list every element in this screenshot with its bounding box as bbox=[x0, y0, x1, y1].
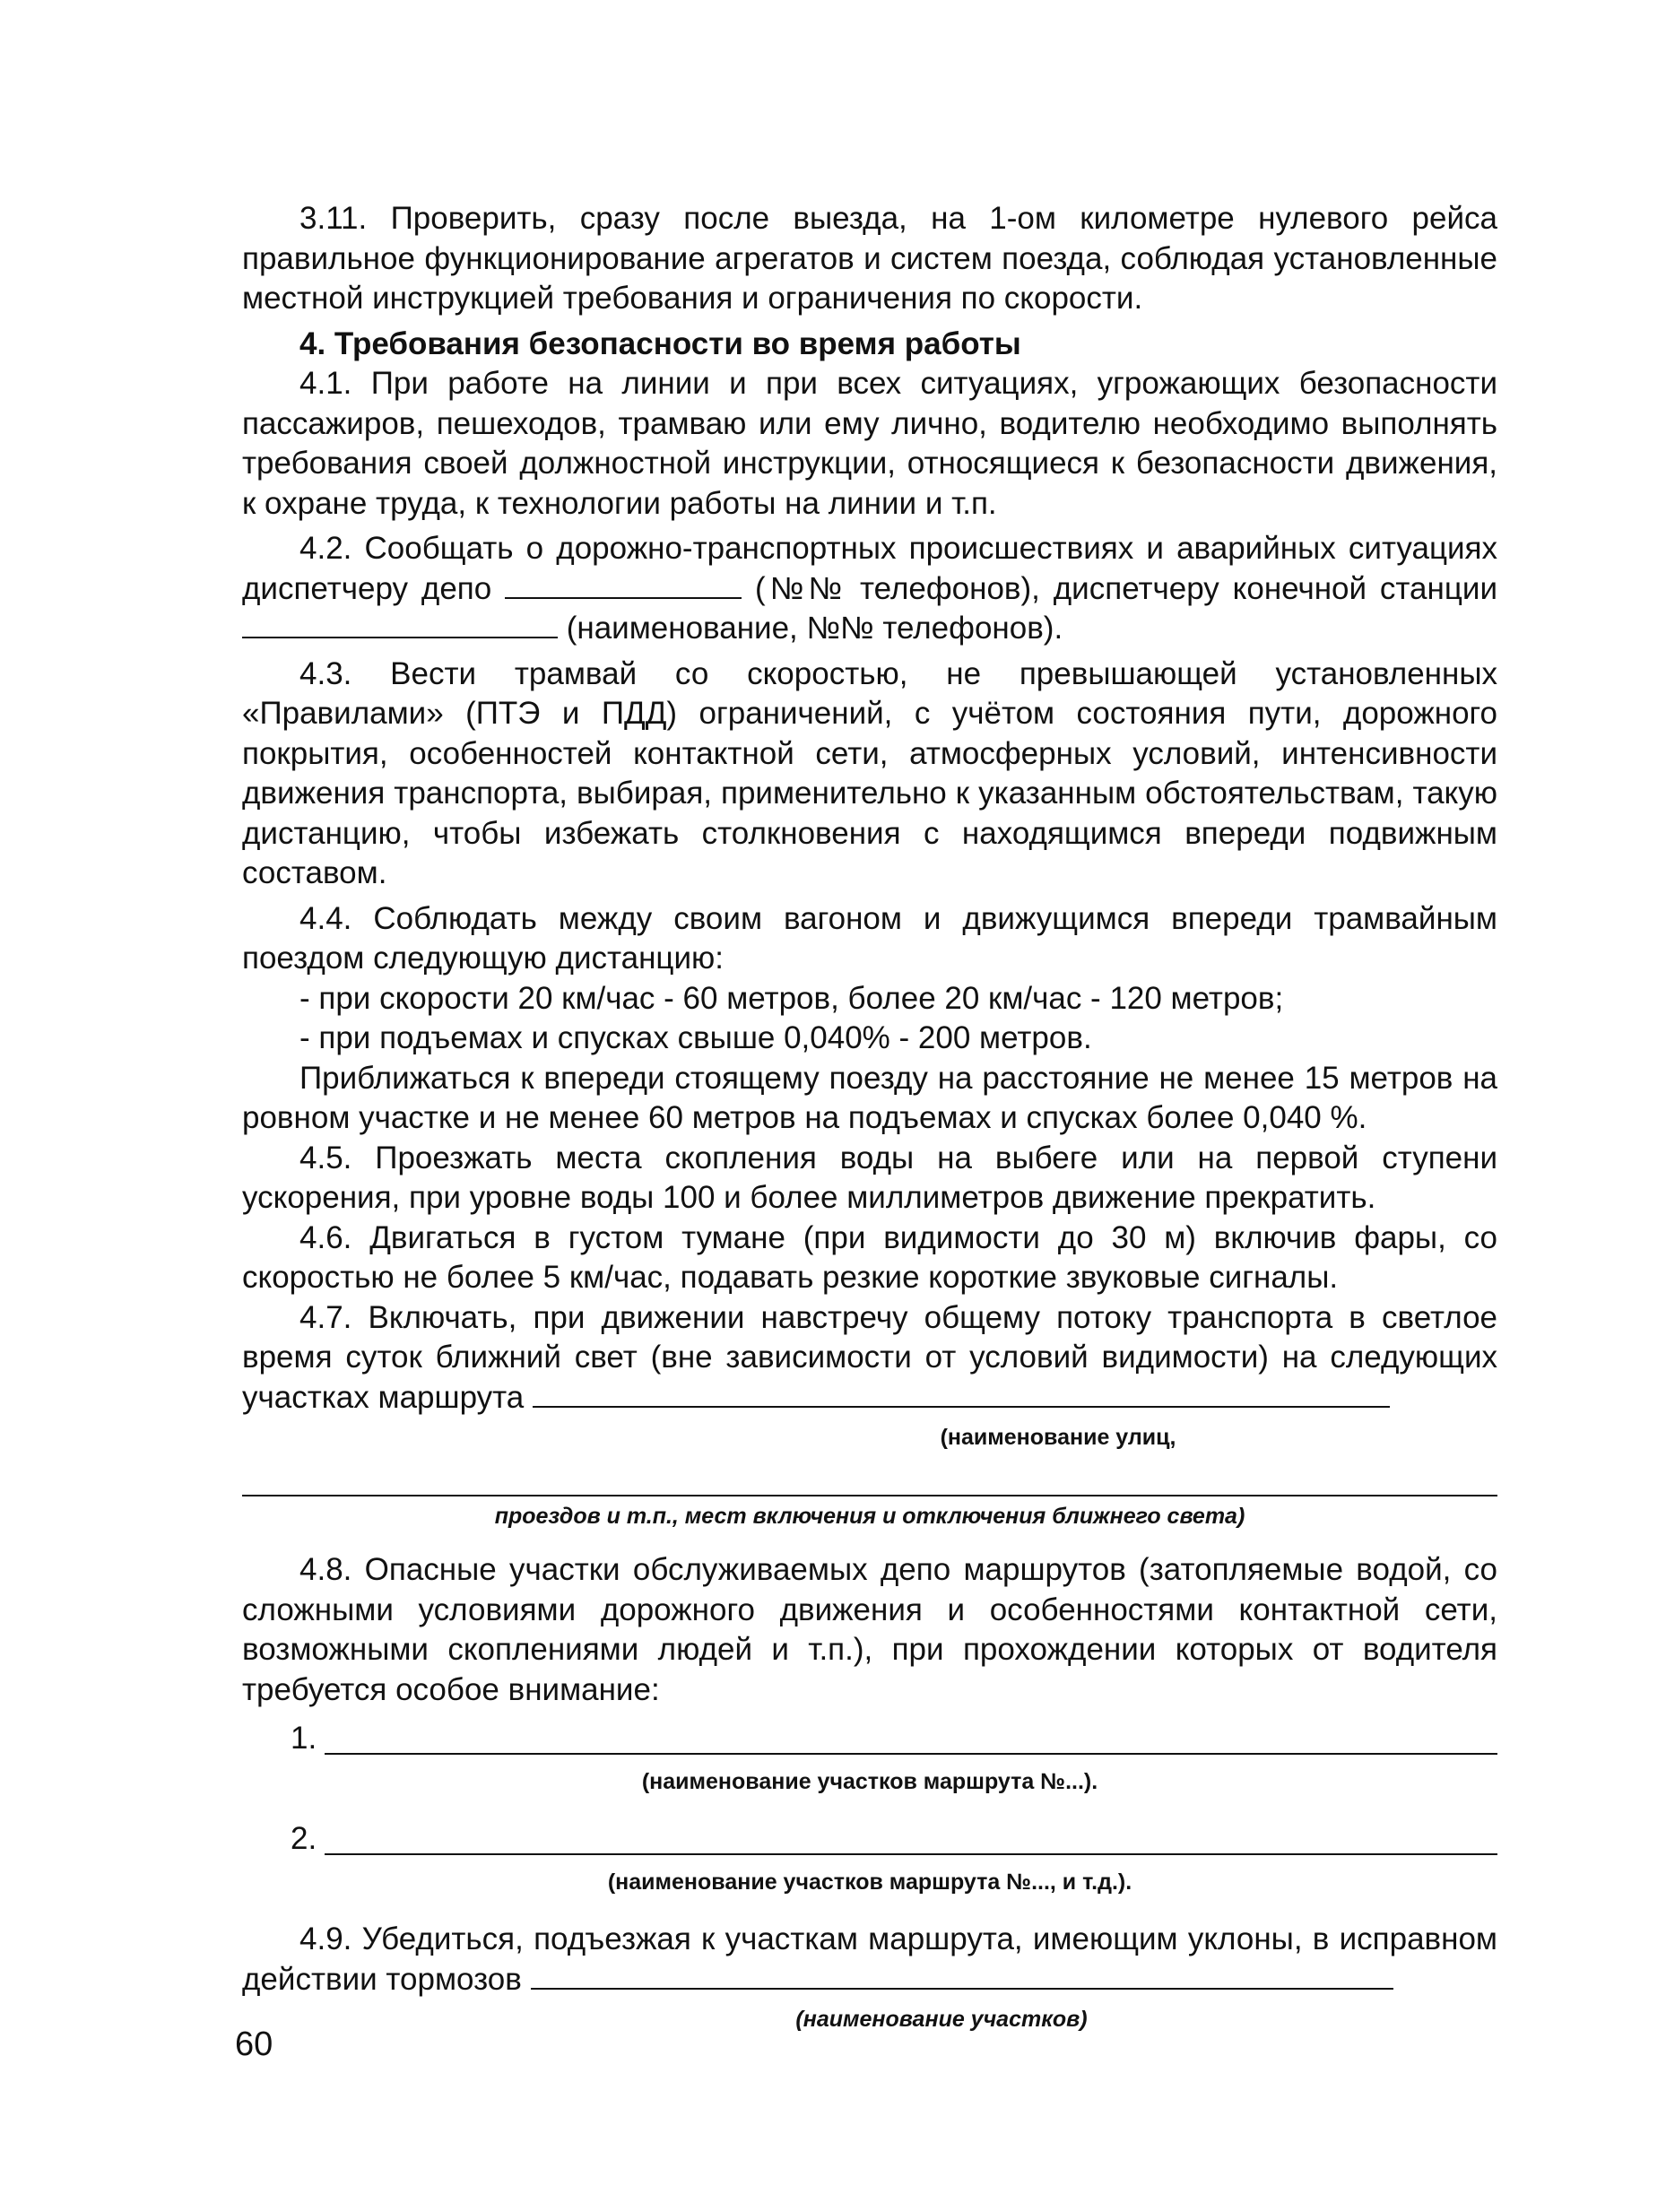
paragraph-4-8: 4.8. Опасные участки обслуживаемых депо маршрутов (затопляемые водой, со сложными условиями дорожного движения и особенностями контактной сети, возможными скоплениями людей и т.п.), при прохождении которых от водителя требуется особое внимание: bbox=[242, 1552, 1497, 1707]
fill-line-item-1 bbox=[325, 1753, 1497, 1755]
paragraph-4-2-part-c: (наименование, №№ телефонов). bbox=[558, 611, 1063, 646]
fill-blank-route-sections bbox=[533, 1379, 1390, 1408]
paragraph-4-4-item-1: - при скорости 20 км/час - 60 метров, более 20 км/час - 120 метров; bbox=[299, 980, 1284, 1016]
list-item-1-number: 1. bbox=[291, 1721, 317, 1756]
paragraph-4-2-part-b: (№№ телефонов), диспетчеру конечной станции bbox=[742, 570, 1497, 606]
paragraph-4-2 bbox=[242, 529, 1497, 649]
list-item-2-number: 2. bbox=[291, 1821, 317, 1856]
paragraph-4-1: 4.1. При работе на линии и при всех ситуациях, угрожающих безопасности пассажиров, пешеходов, трамваю или ему лично, водителю необходимо выполнять требования своей должностной инструкции, относящиеся к безопасности движения, к охране труда, к технологии работы на линии и т.п. bbox=[242, 366, 1497, 521]
paragraph-4-4: 4.4. Соблюдать между своим вагоном и движущимся впереди трамвайным поездом следующую дистанцию: bbox=[242, 900, 1497, 976]
paragraph-3-11: 3.11. Проверить, сразу после выезда, на 1-ом километре нулевого рейса правильное функционирование агрегатов и систем поезда, соблюдая установленные местной инструкцией требования и ограничения по скорости. bbox=[242, 201, 1497, 316]
fill-line-item-2 bbox=[325, 1853, 1497, 1855]
paragraph-4-7-text: 4.7. Включать, при движении навстречу общему потоку транспорта в светлое время суток ближний свет (вне зависимости от условий видимости) на следующих участках маршрута bbox=[242, 1299, 1497, 1415]
paragraph-4-2-part-a: 4.2. Сообщать о дорожно-транспортных происшествиях и аварийных ситуациях диспетчеру депо bbox=[242, 531, 1497, 606]
paragraph-4-7 bbox=[242, 1298, 1497, 1418]
fill-blank-depot-dispatcher bbox=[505, 570, 742, 599]
section-heading-4: 4. Требования безопасности во время работы bbox=[299, 325, 1021, 361]
paragraph-4-3: 4.3. Вести трамвай со скоростью, не превышающей установленных «Правилами» (ПТЭ и ПДД) ограничений, с учётом состояния пути, дорожного покрытия, особенностей контактной сети, атмосферных условий, интенсивности движения транспорта, выбирая, применительно к указанным обстоятельствам, такую дистанцию, чтобы избежать столкновения с находящимся впереди подвижным составом. bbox=[242, 655, 1497, 890]
list-item-1 bbox=[242, 1719, 1497, 1758]
page-number: 60 bbox=[235, 2025, 273, 2063]
paragraph-4-4-note: Приближаться к впереди стоящему поезду на расстояние не менее 15 метров на ровном участке и не менее 60 метров на подъемах и спусках более 0,040 %. bbox=[242, 1060, 1497, 1135]
caption-headlight-places: проездов и т.п., мест включения и отключения ближнего света) bbox=[494, 1504, 1245, 1529]
paragraph-4-9-text: 4.9. Убедиться, подъезжая к участкам маршрута, имеющим уклоны, в исправном действии тормозов bbox=[242, 1921, 1497, 1997]
caption-street-names: (наименование улиц, bbox=[940, 1425, 1176, 1450]
fill-blank-terminal-station bbox=[242, 610, 558, 638]
caption-sections: (наименование участков) bbox=[795, 2007, 1088, 2032]
page-body bbox=[242, 199, 1497, 2034]
paragraph-4-5: 4.5. Проезжать места скопления воды на выбеге или на первой ступени ускорения, при уровне воды 100 и более миллиметров движение прекратить. bbox=[242, 1140, 1497, 1215]
caption-item-1: (наименование участков маршрута №...). bbox=[641, 1769, 1098, 1794]
fill-line-continuation bbox=[242, 1459, 1497, 1496]
list-item-2 bbox=[242, 1819, 1497, 1859]
caption-item-2: (наименование участков маршрута №..., и т.д.). bbox=[607, 1869, 1132, 1895]
fill-blank-brake-sections bbox=[531, 1961, 1393, 1990]
paragraph-4-6: 4.6. Двигаться в густом тумане (при видимости до 30 м) включив фары, со скоростью не более 5 км/час, подавать резкие короткие звуковые сигналы. bbox=[242, 1219, 1497, 1295]
paragraph-4-4-item-2: - при подъемах и спусках свыше 0,040% - 200 метров. bbox=[299, 1020, 1092, 1055]
paragraph-4-9 bbox=[242, 1920, 1497, 1999]
